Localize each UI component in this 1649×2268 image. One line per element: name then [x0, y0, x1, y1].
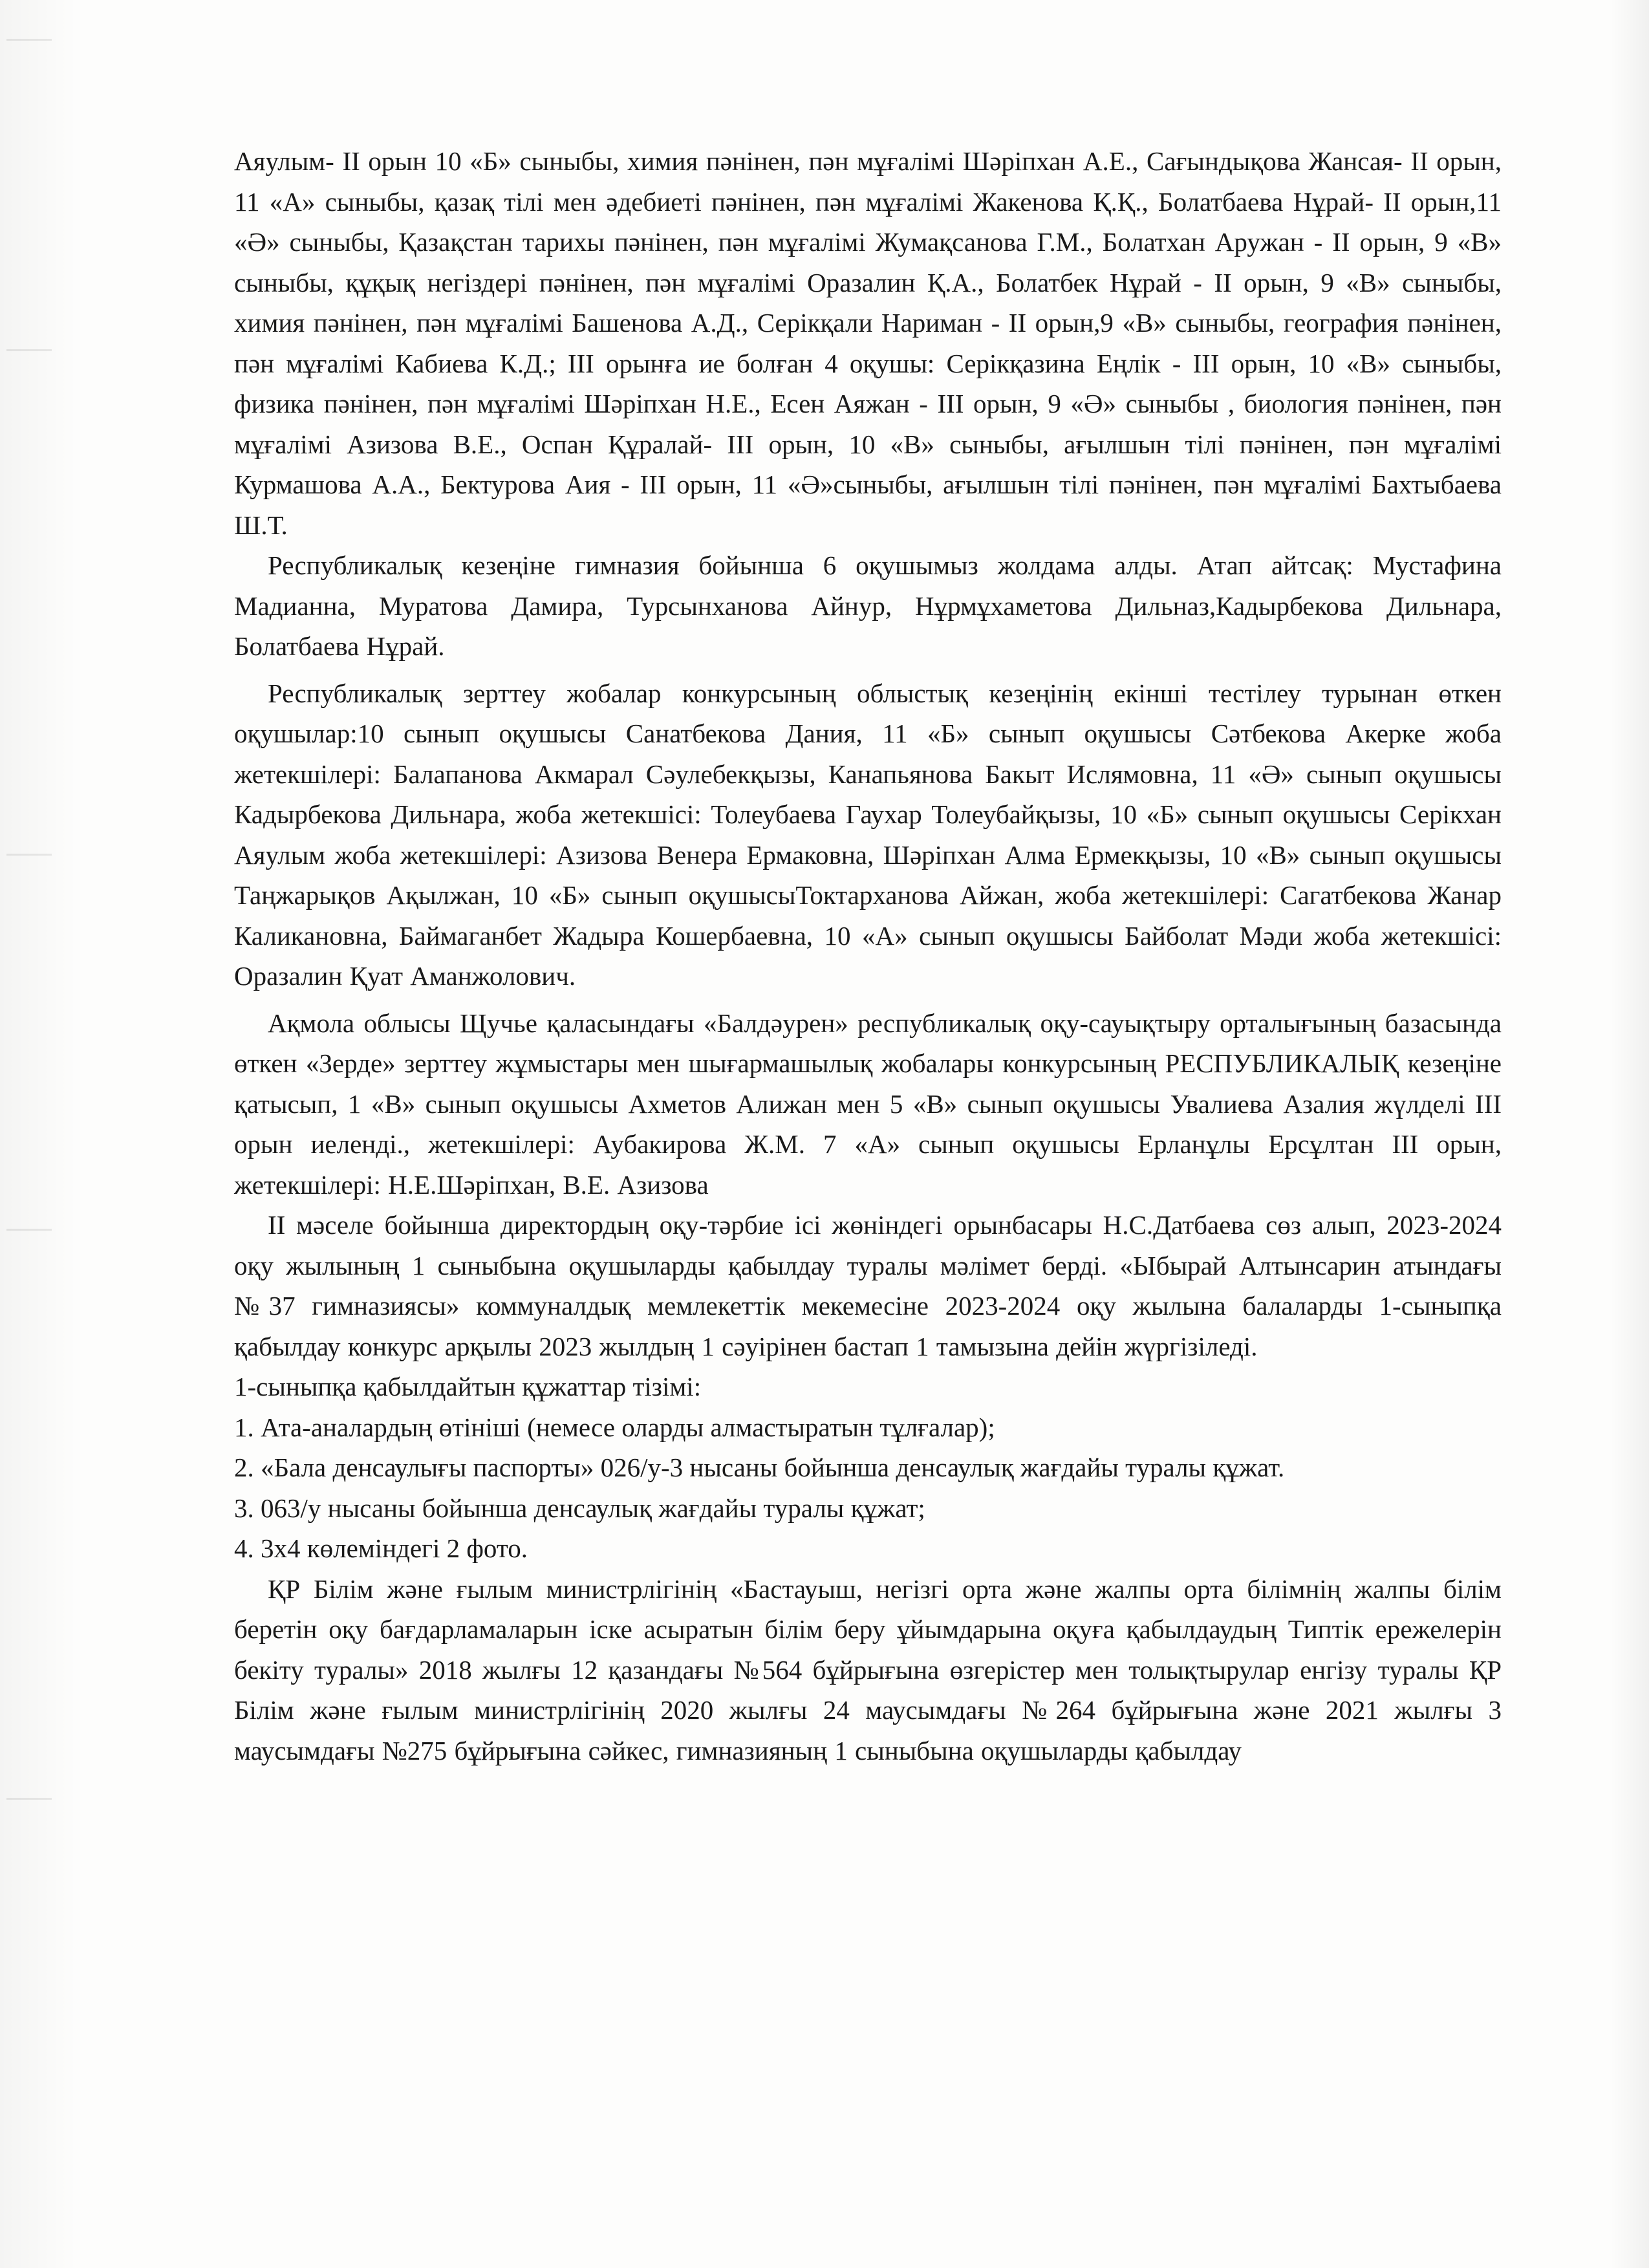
paragraph-second-issue: ІІ мәселе бойынша директордың оқу-тәрбие ісі жөніндегі орынбасары Н.С.Датбаева сөз алып, 2023-2024 оқу жылының 1 сыныбына оқушыларды қабылдау туралы мәлімет берді. «Ыбырай Алтынсарин атындағы №37 гимназиясы» коммуналдық мемлекеттік мекемесіне 2023-2024 оқу жылына балаларды 1-сыныпқа қабылдау конкурс арқылы 2023 жылдың 1 сәуірінен бастап 1 тамызына дейін жүргізіледі.	[234, 1210, 1502, 1361]
paragraph-winners-continued: Аяулым- ІІ орын 10 «Б» сыныбы, химия пәнінен, пән мұғалімі Шәріпхан А.Е., Сағындықова Жансая- ІІ орын, 11 «А» сыныбы, қазақ тілі мен әдебиеті пәнінен, пән мұғалімі Жакенова Қ.Қ., Болатбаева Нұрай- ІІ орын,11 «Ә» сыныбы, Қазақстан тарихы пәнінен, пән мұғалімі Жумақсанова Г.М., Болатхан Аружан - ІІ орын, 9 «В» сыныбы, құқық негіздері пәнінен, пән мұғалімі Оразалин Қ.А., Болатбек Нұрай - ІІ орын, 9 «В» сыныбы, химия пәнінен, пән мұғалімі Башенова А.Д., Серікқали Нариман - ІІ орын,9 «В» сыныбы, география пәнінен, пән мұғалімі Кабиева К.Д.; ІІІ орынға ие болған 4 оқушы: Серікқазина Еңлік - ІІІ орын, 10 «В» сыныбы, физика пәнінен, пән мұғалімі Шәріпхан Н.Е., Есен Аяжан - ІІІ орын, 9 «Ә» сыныбы , биология пәнінен, пән мұғалімі Азизова В.Е., Оспан Құралай- ІІІ орын, 10 «В» сыныбы, ағылшын тілі пәнінен, пән мұғалімі Курмашова А.А., Бектурова Аия - ІІІ орын, 11 «Ә»сыныбы, ағылшын тілі пәнінен, пән мұғалімі Бахтыбаева Ш.Т.	[234, 146, 1502, 540]
documents-list-item: 1. Ата-аналардың өтініші (немесе оларды алмастыратын тұлғалар);	[234, 1412, 995, 1442]
scan-shadow-right	[1610, 0, 1649, 2268]
documents-list	[234, 1366, 1502, 1569]
scan-mark	[6, 1229, 52, 1231]
documents-list-item: 4. 3х4 көлеміндегі 2 фото.	[234, 1533, 528, 1563]
documents-list-heading: 1-сыныпқа қабылдайтын құжаттар тізімі:	[234, 1372, 702, 1401]
paragraph-research-projects-contest: Республикалық зерттеу жобалар конкурсының облыстық кезеңінің екінші тестілеу турынан өткен оқушылар:10 сынып оқушысы Санатбекова Дания, 11 «Б» сынып оқушысы Сәтбекова Акерке жоба жетекшілері: Балапанова Акмарал Сәулебекқызы, Канапьянова Бакыт Ислямовна, 11 «Ә» сынып оқушысы Кадырбекова Дильнара, жоба жетекшісі: Толеубаева Гаухар Толеубайқызы, 10 «Б» сынып оқушысы Серікхан Аяулым жоба жетекшілері: Азизова Венера Ермаковна, Шәріпхан Алма Ермекқызы, 10 «В» сынып оқушысы Таңжарықов Ақылжан, 10 «Б» сынып оқушысыТоктарханова Айжан, жоба жетекшілері: Сагатбекова Жанар Каликановна, Баймаганбет Жадыра Кошербаевна, 10 «А» сынып оқушысы Байболат Мәди жоба жетекшісі: Оразалин Қуат Аманжолович.	[234, 678, 1502, 991]
scan-shadow-left	[0, 0, 78, 2268]
document-body	[234, 141, 1502, 1771]
documents-list-item: 2. «Бала денсаулығы паспорты» 026/у-3 нысаны бойынша денсаулық жағдайы туралы құжат.	[234, 1453, 1285, 1482]
scan-mark	[6, 854, 52, 856]
documents-list-item: 3. 063/у нысаны бойынша денсаулық жағдайы туралы құжат;	[234, 1493, 925, 1523]
scan-mark	[6, 349, 52, 351]
scan-mark	[6, 1798, 52, 1800]
paragraph-closing: ҚР Білім және ғылым министрлігінің «Бастауыш, негізгі орта және жалпы орта білімнің жалпы білім беретін оқу бағдарламаларын іске асыратын білім беру ұйымдарына оқуға қабылдаудың Типтік ережелерін бекіту туралы» 2018 жылғы 12 қазандағы №564 бұйрығына өзгерістер мен толықтырулар енгізу туралы ҚР Білім және ғылым министрлігінің 2020 жылғы 24 маусымдағы №264 бұйрығына және 2021 жылғы 3 маусымдағы №275 бұйрығына сәйкес, гимназияның 1 сыныбына оқушыларды қабылдау	[234, 1573, 1502, 1766]
paragraph-zerde-contest: Ақмола облысы Щучье қаласындағы «Балдәурен» республикалық оқу-сауықтыру орталығының базасында өткен «Зерде» зерттеу жұмыстары мен шығармашылық жобалары конкурсының РЕСПУБЛИКАЛЫҚ кезеңіне қатысып, 1 «В» сынып оқушысы Ахметов Алижан мен 5 «В» сынып оқушысы Увалиева Азалия жүлделі ІІІ орын иеленді., жетекшілері: Аубакирова Ж.М. 7 «А» сынып оқушысы Ерланұлы Ерсұлтан ІІІ орын, жетекшілері: Н.Е.Шәріпхан, В.Е. Азизова	[234, 1008, 1502, 1200]
scan-mark	[6, 39, 52, 41]
paragraph-republic-stage-referrals: Республикалық кезеңіне гимназия бойынша 6 оқушымыз жолдама алды. Атап айтсақ: Мустафина Мадианна, Муратова Дамира, Турсынханова Айнур, Нұрмұхаметова Дильназ,Кадырбекова Дильнара, Болатбаева Нұрай.	[234, 550, 1502, 661]
